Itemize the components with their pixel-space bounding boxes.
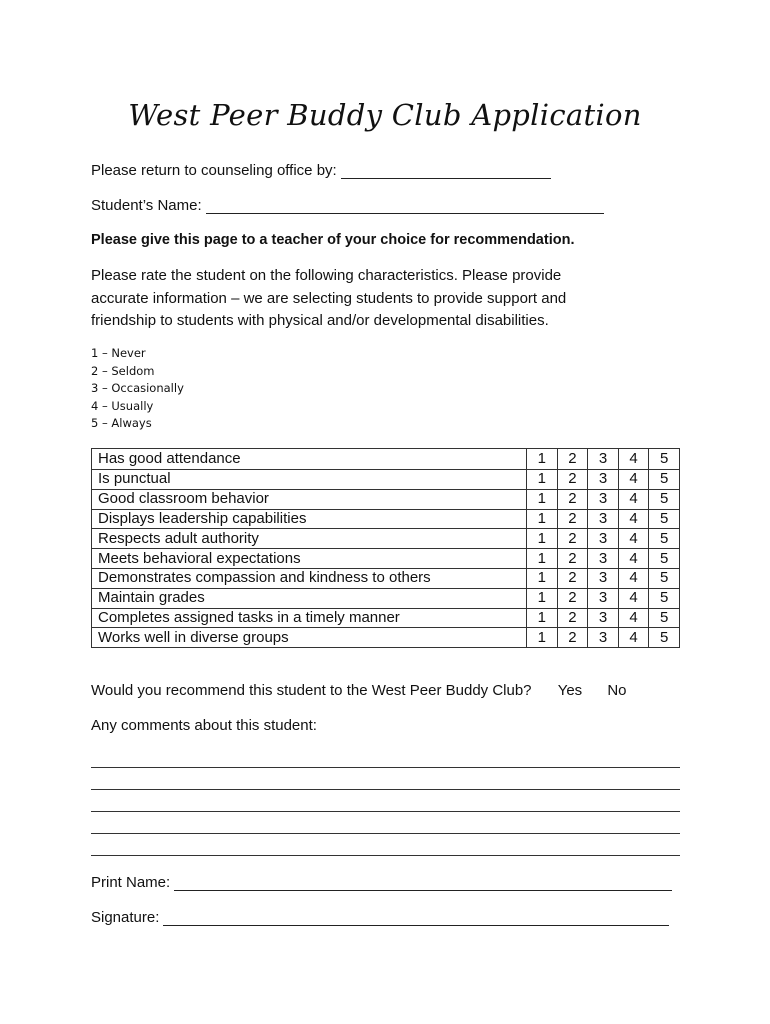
no-option[interactable]: No [607, 682, 627, 699]
student-name-label: Student’s Name: [91, 197, 202, 214]
rating-scale-legend [91, 345, 184, 433]
rating-option-3[interactable]: 3 [588, 628, 619, 648]
rating-option-5[interactable]: 5 [649, 549, 680, 569]
print-name-label: Print Name: [91, 874, 171, 891]
print-name-row [91, 874, 672, 891]
table-row [92, 608, 680, 628]
criterion-label: Maintain grades [92, 588, 527, 608]
table-row [92, 549, 680, 569]
rating-option-3[interactable]: 3 [588, 529, 619, 549]
rating-option-1[interactable]: 1 [527, 549, 558, 569]
rating-option-1[interactable]: 1 [527, 489, 558, 509]
rating-option-3[interactable]: 3 [588, 549, 619, 569]
comment-line[interactable] [91, 789, 680, 790]
rating-option-1[interactable]: 1 [527, 509, 558, 529]
teacher-note: Please give this page to a teacher of your choice for recommendation. [91, 232, 575, 248]
instructions-line: friendship to students with physical and/or developmental disabilities. [91, 312, 549, 329]
criterion-label: Good classroom behavior [92, 489, 527, 509]
print-name-field[interactable] [174, 876, 672, 891]
rating-option-2[interactable]: 2 [557, 489, 588, 509]
criterion-label: Displays leadership capabilities [92, 509, 527, 529]
rating-option-3[interactable]: 3 [588, 588, 619, 608]
rating-option-5[interactable]: 5 [649, 568, 680, 588]
rating-option-2[interactable]: 2 [557, 449, 588, 470]
comments-label: Any comments about this student: [91, 717, 317, 734]
table-row [92, 509, 680, 529]
signature-field[interactable] [163, 911, 669, 926]
instructions-line: accurate information – we are selecting students to provide support and [91, 289, 567, 307]
rating-option-2[interactable]: 2 [557, 588, 588, 608]
table-row [92, 529, 680, 549]
rating-option-1[interactable]: 1 [527, 470, 558, 490]
rating-option-4[interactable]: 4 [618, 549, 649, 569]
rating-option-5[interactable]: 5 [649, 588, 680, 608]
rating-option-4[interactable]: 4 [618, 628, 649, 648]
table-row [92, 449, 680, 470]
rating-option-1[interactable]: 1 [527, 449, 558, 470]
criterion-label: Is punctual [92, 470, 527, 490]
recommend-question: Would you recommend this student to the West Peer Buddy Club? [91, 682, 532, 699]
rating-option-1[interactable]: 1 [527, 608, 558, 628]
criterion-label: Works well in diverse groups [92, 628, 527, 648]
recommend-row [91, 682, 627, 699]
return-by-date-field[interactable] [341, 164, 551, 179]
rating-option-2[interactable]: 2 [557, 568, 588, 588]
rating-option-5[interactable]: 5 [649, 449, 680, 470]
signature-row [91, 909, 669, 926]
rating-option-2[interactable]: 2 [557, 509, 588, 529]
rating-option-4[interactable]: 4 [618, 449, 649, 470]
comment-line[interactable] [91, 811, 680, 812]
rating-option-5[interactable]: 5 [649, 529, 680, 549]
rating-option-3[interactable]: 3 [588, 509, 619, 529]
comment-line[interactable] [91, 833, 680, 834]
table-row [92, 489, 680, 509]
rating-option-2[interactable]: 2 [557, 549, 588, 569]
scale-item: 5 – Always [91, 416, 152, 430]
rating-option-1[interactable]: 1 [527, 628, 558, 648]
comment-line[interactable] [91, 855, 680, 856]
rating-option-5[interactable]: 5 [649, 470, 680, 490]
rating-option-2[interactable]: 2 [557, 628, 588, 648]
rating-option-5[interactable]: 5 [649, 628, 680, 648]
rating-option-1[interactable]: 1 [527, 588, 558, 608]
student-name-field[interactable] [206, 199, 604, 214]
table-row [92, 588, 680, 608]
scale-item: 2 – Seldom [91, 363, 155, 378]
signature-label: Signature: [91, 909, 160, 926]
criterion-label: Completes assigned tasks in a timely manner [92, 608, 527, 628]
rating-option-5[interactable]: 5 [649, 608, 680, 628]
rating-option-4[interactable]: 4 [618, 470, 649, 490]
rating-option-4[interactable]: 4 [618, 608, 649, 628]
rating-option-5[interactable]: 5 [649, 509, 680, 529]
page-title: West Peer Buddy Club Application [128, 98, 642, 132]
rating-option-4[interactable]: 4 [618, 509, 649, 529]
rating-option-3[interactable]: 3 [588, 608, 619, 628]
table-row [92, 470, 680, 490]
rating-option-2[interactable]: 2 [557, 529, 588, 549]
rating-option-4[interactable]: 4 [618, 489, 649, 509]
comment-line[interactable] [91, 767, 680, 768]
rating-option-5[interactable]: 5 [649, 489, 680, 509]
rating-option-2[interactable]: 2 [557, 470, 588, 490]
criterion-label: Has good attendance [92, 449, 527, 470]
scale-item: 4 – Usually [91, 398, 154, 413]
rating-option-3[interactable]: 3 [588, 470, 619, 490]
rating-option-1[interactable]: 1 [527, 568, 558, 588]
rating-option-3[interactable]: 3 [588, 568, 619, 588]
criterion-label: Respects adult authority [92, 529, 527, 549]
rating-option-2[interactable]: 2 [557, 608, 588, 628]
rating-option-4[interactable]: 4 [618, 588, 649, 608]
scale-item: 3 – Occasionally [91, 381, 184, 395]
criterion-label: Meets behavioral expectations [92, 549, 527, 569]
table-row [92, 628, 680, 648]
instructions-line: Please rate the student on the following characteristics. Please provide [91, 267, 562, 284]
scale-item: 1 – Never [91, 346, 146, 360]
table-row [92, 568, 680, 588]
return-by-label: Please return to counseling office by: [91, 162, 337, 179]
rating-option-3[interactable]: 3 [588, 489, 619, 509]
rating-option-1[interactable]: 1 [527, 529, 558, 549]
instructions [91, 265, 651, 333]
ratings-table [91, 448, 680, 648]
student-name-row [91, 197, 604, 214]
return-by-row [91, 162, 551, 179]
rating-option-4[interactable]: 4 [618, 568, 649, 588]
rating-option-4[interactable]: 4 [618, 529, 649, 549]
yes-option[interactable]: Yes [557, 682, 583, 699]
criterion-label: Demonstrates compassion and kindness to others [92, 568, 527, 588]
rating-option-3[interactable]: 3 [588, 449, 619, 470]
